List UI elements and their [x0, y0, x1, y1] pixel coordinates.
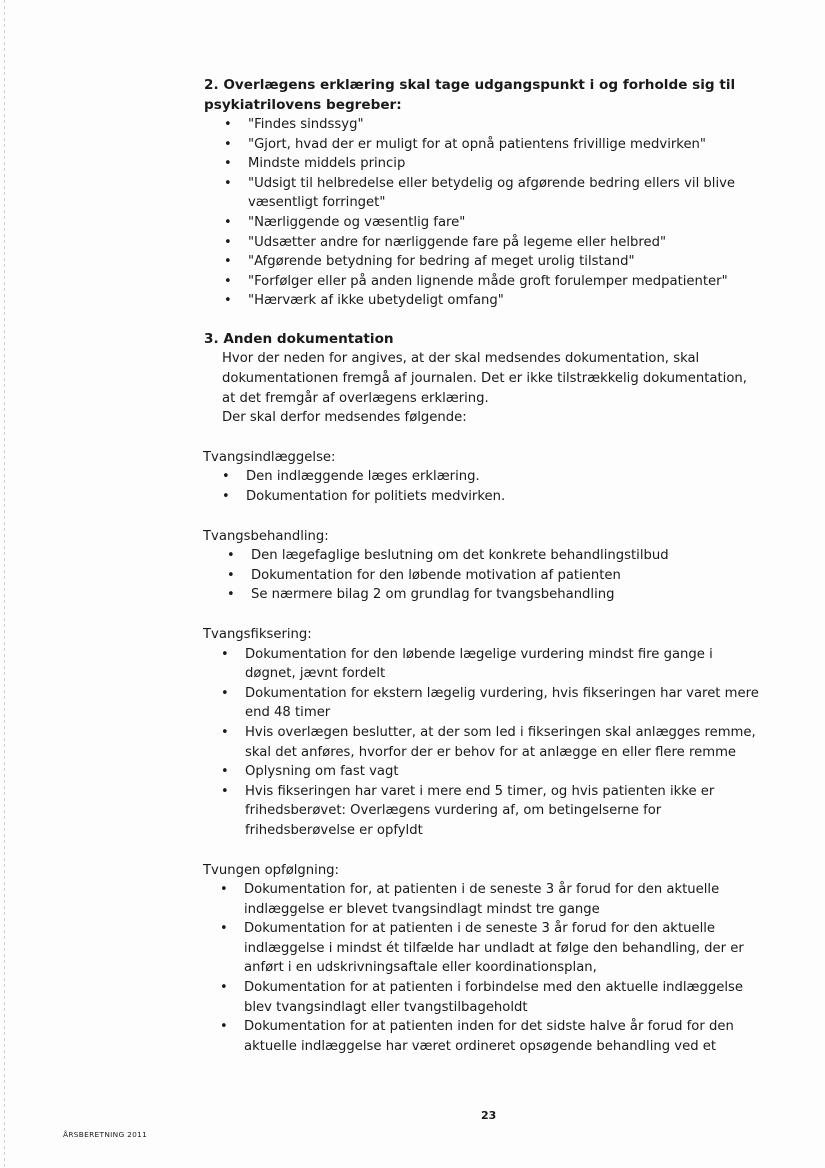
list-item: • "Hærværk af ikke ubetydeligt omfang" — [248, 291, 763, 311]
list-item: • Dokumentation for politiets medvirken. — [246, 487, 763, 507]
scan-edge — [4, 0, 5, 1168]
list-item: • "Gjort, hvad der er muligt for at opnå patientens frivillige medvirken" — [248, 135, 763, 155]
list-item: • Den indlæggende læges erklæring. — [246, 467, 763, 487]
list-item: • Dokumentation for den løbende lægelige vurdering mindst fire gange i døgnet, jævnt fordelt — [245, 645, 760, 684]
list-item: • "Udsætter andre for nærliggende fare på legeme eller helbred" — [248, 233, 763, 253]
list-item: • "Forfølger eller på anden lignende måde groft forulemper medpatienter" — [248, 272, 763, 292]
list-item: • Hvis fikseringen har varet i mere end 5 timer, og hvis patienten ikke er frihedsberøvet: Overlægens vurdering af, om betingelserne for frihedsberøvelse er opfyldt — [245, 782, 760, 841]
section-3 — [203, 330, 763, 428]
section-3-heading: 3. Anden dokumentation — [204, 330, 394, 347]
list-item: • "Udsigt til helbredelse eller betydelig og afgørende bedring ellers vil blive væsentligt forringet" — [248, 174, 763, 213]
list-item: • "Findes sindssyg" — [248, 115, 763, 135]
section-3-intro-2: Der skal derfor medsendes følgende: — [222, 410, 467, 426]
tvangsindlaeggelse-title: Tvangsindlæggelse: — [203, 449, 336, 465]
section-2-heading-line1: 2. Overlægens erklæring skal tage udgangspunkt i og forholde sig til — [204, 77, 736, 93]
section-2-list — [248, 115, 763, 311]
tvangsindlaeggelse-block — [203, 448, 763, 507]
tvungen-opfoelgning-list — [244, 880, 761, 1056]
tvungen-opfoelgning-title: Tvungen opfølgning: — [203, 862, 339, 878]
section-2-heading-line2: psykiatrilovens begreber: — [204, 96, 402, 113]
tvangsfiksering-list — [245, 645, 760, 841]
list-item: • Dokumentation for at patienten inden for det sidste halve år forud for den aktuelle indlæggelse har været ordineret opsøgende behandling ved et — [244, 1017, 761, 1056]
list-item: • "Nærliggende og væsentlig fare" — [248, 213, 763, 233]
section-2 — [203, 76, 763, 311]
list-item: • Dokumentation for ekstern lægelig vurdering, hvis fikseringen har varet mere end 48 timer — [245, 684, 760, 723]
list-item: • Se nærmere bilag 2 om grundlag for tvangsbehandling — [251, 585, 763, 605]
page-number: 23 — [481, 1109, 497, 1122]
tvangsfiksering-title: Tvangsfiksering: — [203, 626, 312, 642]
list-item: • Oplysning om fast vagt — [245, 762, 760, 782]
list-item: • "Afgørende betydning for bedring af meget urolig tilstand" — [248, 252, 763, 272]
tvangsfiksering-block — [203, 625, 763, 841]
page-content — [203, 76, 763, 1056]
list-item: • Mindste middels princip — [248, 154, 763, 174]
tvangsindlaeggelse-list — [246, 467, 763, 506]
tvangsbehandling-title: Tvangsbehandling: — [203, 528, 329, 544]
list-item: • Dokumentation for den løbende motivation af patienten — [251, 566, 763, 586]
list-item: • Dokumentation for at patienten i forbindelse med den aktuelle indlæggelse blev tvangsindlagt eller tvangstilbageholdt — [244, 978, 761, 1017]
section-2-heading — [203, 76, 763, 115]
list-item: • Dokumentation for, at patienten i de seneste 3 år forud for den aktuelle indlæggelse er blevet tvangsindlagt mindst tre gange — [244, 880, 761, 919]
tvungen-opfoelgning-block — [203, 861, 763, 1057]
list-item: • Hvis overlægen beslutter, at der som led i fikseringen skal anlægges remme, skal det anføres, hvorfor der er behov for at anlægge en eller flere remme — [245, 723, 760, 762]
list-item: • Den lægefaglige beslutning om det konkrete behandlingstilbud — [251, 546, 763, 566]
tvangsbehandling-list — [251, 546, 763, 605]
tvangsbehandling-block — [203, 527, 763, 605]
footer-label: ÅRSBERETNING 2011 — [63, 1130, 148, 1139]
list-item: • Dokumentation for at patienten i de seneste 3 år forud for den aktuelle indlæggelse i mindst ét tilfælde har undladt at følge den behandling, der er anført i en udskrivningsaftale eller koordinationsplan, — [244, 919, 761, 978]
section-3-intro: Hvor der neden for angives, at der skal medsendes dokumentation, skal dokumentationen fremgå af journalen. Det er ikke tilstrækkelig dokumentation, at det fremgår af overlægens erklæring. — [222, 351, 747, 406]
